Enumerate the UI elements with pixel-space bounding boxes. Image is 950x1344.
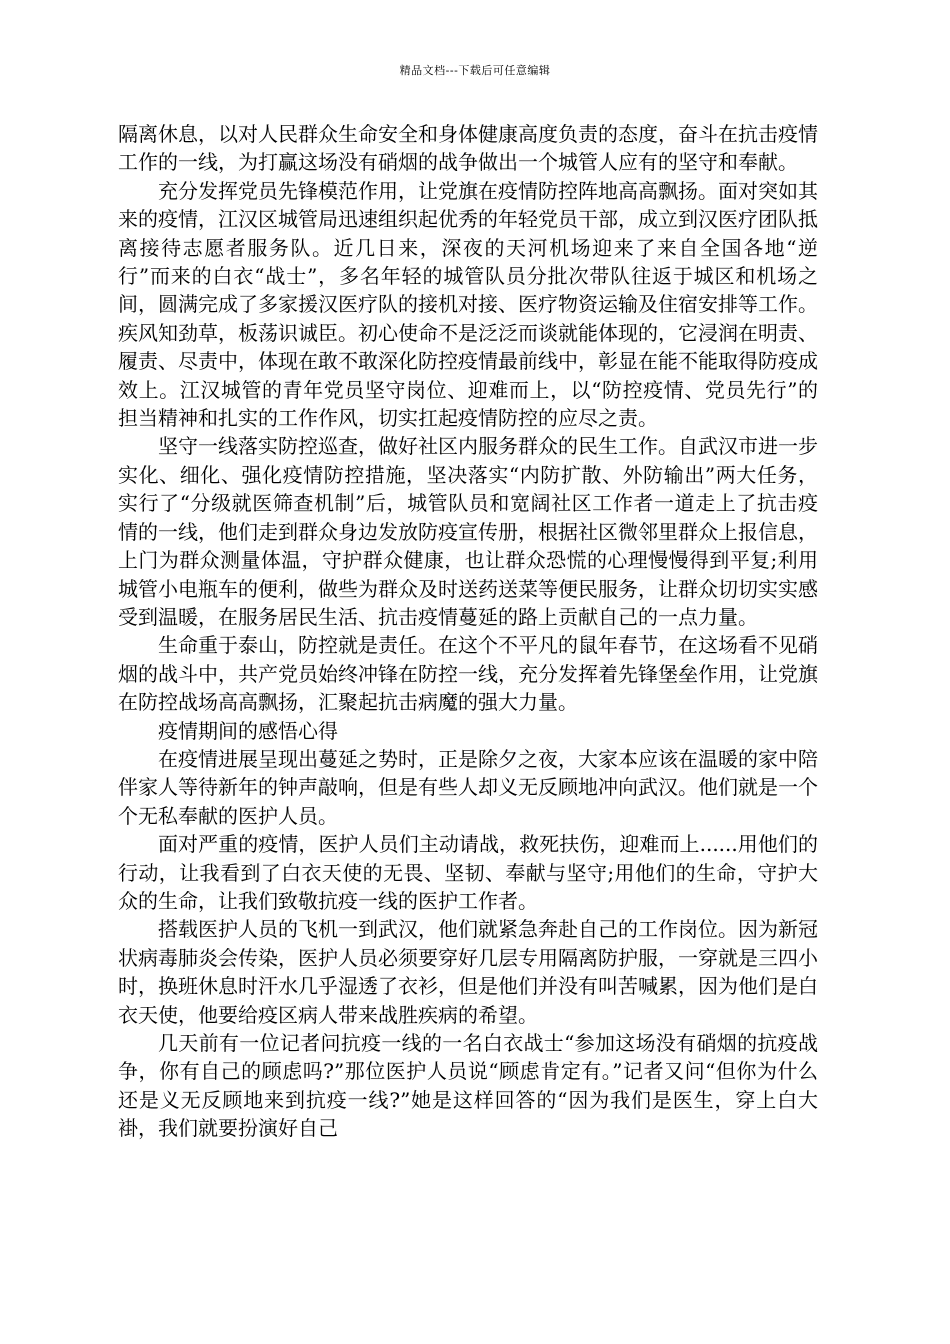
paragraph-responsibility: 生命重于泰山，防控就是责任。在这个不平凡的鼠年春节，在这场看不见硝烟的战斗中，共产党员始终冲锋在防控一线，充分发挥着先锋堡垒作用，让党旗在防控战场高高飘扬，汇聚起抗击病魔的强大力量。	[118, 633, 818, 715]
section-title: 疫情期间的感悟心得	[158, 718, 338, 743]
paragraph-new-year-eve: 在疫情进展呈现出蔓延之势时，正是除夕之夜，大家本应该在温暖的家中陪伴家人等待新年的钟声敲响，但是有些人却义无反顾地冲向武汉。他们就是一个个无私奉献的医护人员。	[118, 746, 818, 828]
paragraph-medical-staff: 面对严重的疫情，医护人员们主动请战，救死扶伤，迎难而上......用他们的行动，让我看到了白衣天使的无畏、坚韧、奉献与坚守;用他们的生命，守护大众的生命，让我们致敬抗疫一线的医护工作者。	[118, 832, 818, 913]
paragraph-protective-clothing: 搭载医护人员的飞机一到武汉，他们就紧急奔赴自己的工作岗位。因为新冠状病毒肺炎会传染，医护人员必须要穿好几层专用隔离防护服，一穿就是三四小时，换班休息时汗水几乎湿透了衣衫，但是他们并没有叫苦喊累，因为他们是白衣天使，他要给疫区病人带来战胜疾病的希望。	[118, 917, 818, 1027]
page-header: 精品文档---下载后可任意编辑	[399, 64, 551, 77]
paragraph-continuation: 隔离休息，以对人民群众生命安全和身体健康高度负责的态度，奋斗在抗击疫情工作的一线，为打赢这场没有硝烟的战争做出一个城管人应有的坚守和奉献。	[118, 122, 818, 175]
document-body	[118, 120, 818, 1143]
paragraph-community-patrol: 坚守一线落实防控巡查，做好社区内服务群众的民生工作。自武汉市进一步实化、细化、强化疫情防控措施，坚决落实“内防扩散、外防输出”两大任务，实行了“分级就医筛查机制”后，城管队员和宽阔社区工作者一道走上了抗击疫情的一线，他们走到群众身边发放防疫宣传册，根据社区微邻里群众上报信息，上门为群众测量体温，守护群众健康，也让群众恐慌的心理慢慢得到平复;利用城管小电瓶车的便利，做些为群众及时送药送菜等便民服务，让群众切切实实感受到温暖，在服务居民生活、抗击疫情蔓延的路上贡献自己的一点力量。	[118, 434, 818, 629]
paragraph-party-member-role: 充分发挥党员先锋模范作用，让党旗在疫情防控阵地高高飘扬。面对突如其来的疫情，江汉区城管局迅速组织起优秀的年轻党员干部，成立到汉医疗团队抵离接待志愿者服务队。近几日来，深夜的天河机场迎来了来自全国各地“逆行”而来的白衣“战士”，多名年轻的城管队员分批次带队往返于城区和机场之间，圆满完成了多家援汉医疗队的接机对接、医疗物资运输及住宿安排等工作。疾风知劲草，板荡识诚臣。初心使命不是泛泛而谈就能体现的，它浸润在明责、履责、尽责中，体现在敢不敢深化防控疫情最前线中，彰显在能不能取得防疫成效上。江汉城管的青年党员坚守岗位、迎难而上，以“防控疫情、党员先行”的担当精神和扎实的工作作风，切实扛起疫情防控的应尽之责。	[118, 178, 818, 431]
paragraph-interview: 几天前有一位记者问抗疫一线的一名白衣战士“参加这场没有硝烟的抗疫战争，你有自己的顾虑吗?”那位医护人员说“顾虑肯定有。”记者又问“但你为什么还是义无反顾地来到抗疫一线?”她是这样回答的“因为我们是医生，穿上白大褂，我们就要扮演好自己	[118, 1031, 818, 1141]
